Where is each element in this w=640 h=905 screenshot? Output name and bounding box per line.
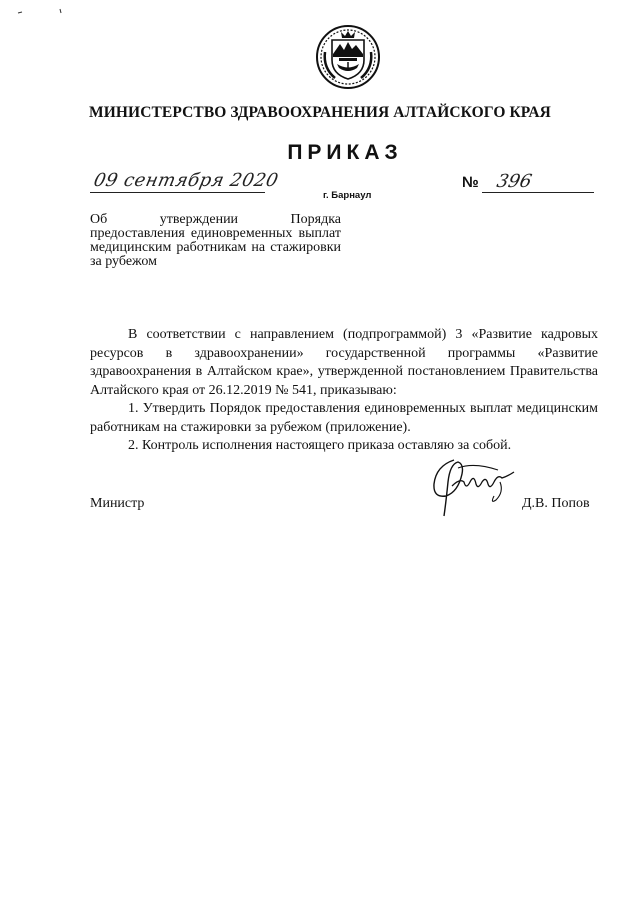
scan-marks	[16, 6, 76, 16]
coat-of-arms-icon	[315, 24, 381, 90]
date-underline	[90, 192, 265, 193]
handwritten-number: 396	[494, 171, 534, 192]
body-paragraph: 2. Контроль исполнения настоящего приказа оставляю за собой.	[128, 438, 512, 453]
order-body	[90, 326, 598, 456]
order-subject: Об утверждении Порядка предоставления единовременных выплат медицинским работникам на стажировки за рубежом	[90, 212, 341, 269]
number-underline	[482, 192, 594, 193]
body-paragraph: В соответствии с направлением (подпрограммой) 3 «Развитие кадровых ресурсов в здравоохранении» государственной программы «Развитие здравоохранения в Алтайском крае», утвержденной постановлением Правительства Алтайского края от 26.12.2019 № 541, приказываю:	[90, 327, 598, 398]
signer-position: Министр	[90, 496, 145, 511]
signature-icon	[424, 452, 522, 524]
body-paragraph: 1. Утвердить Порядок предоставления единовременных выплат медицинским работникам на стажировки за рубежом (приложение).	[90, 401, 598, 435]
ministry-title: МИНИСТЕРСТВО ЗДРАВООХРАНЕНИЯ АЛТАЙСКОГО КРАЯ	[89, 104, 551, 121]
city-label: г. Барнаул	[323, 190, 372, 201]
number-label: №	[462, 174, 479, 191]
signer-name: Д.В. Попов	[522, 496, 590, 511]
handwritten-date: 09 сентября 2020	[91, 170, 281, 191]
document-type-title: ПРИКАЗ	[287, 141, 403, 164]
